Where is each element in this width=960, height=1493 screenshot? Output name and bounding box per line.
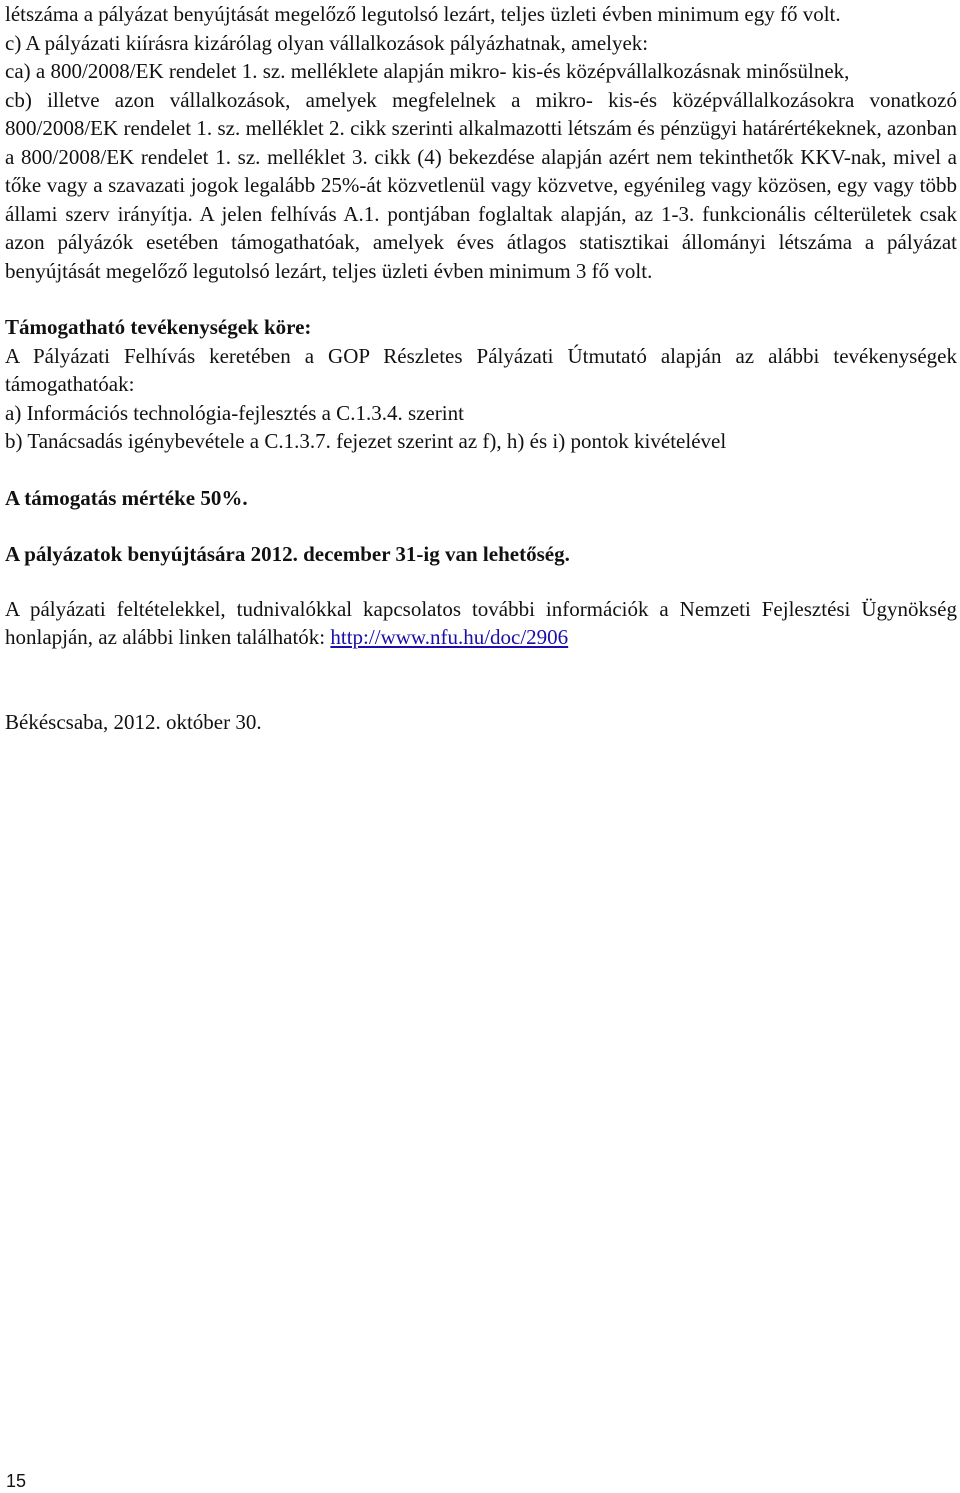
page-number: 15: [6, 1471, 27, 1491]
document-page: [5, 0, 957, 736]
nfu-link[interactable]: http://www.nfu.hu/doc/2906: [330, 625, 569, 649]
more-info-paragraph: [5, 595, 957, 652]
place-date-signature: Békéscsaba, 2012. október 30.: [5, 709, 262, 734]
activities-intro: A Pályázati Felhívás keretében a GOP Részletes Pályázati Útmutató alapján az alábbi tevékenységek támogathatóak:: [5, 343, 957, 396]
support-rate: A támogatás mértéke 50%.: [5, 485, 248, 510]
intro-paragraph-4: cb) illetve azon vállalkozások, amelyek megfelelnek a mikro- kis-és középvállalkozásokra vonatkozó 800/2008/EK rendelet 1. sz. melléklet 2. cikk szerinti alkalmazotti létszám és pénzügyi határértékeknek, azonban a 800/2008/EK rendelet 1. sz. melléklet 3. cikk (4) bekezdése alapján azért nem tekinthetők KKV-nak, mivel a tőke vagy a szavazati jogok legalább 25%-át közvetlenül vagy közvetve, egyénileg vagy közösen, egy vagy több állami szerv irányítja. A jelen felhívás A.1. pontjában foglaltak alapján, az 1-3. funkcionális célterületek csak azon pályázók esetében támogathatóak, amelyek éves átlagos statisztikai állományi létszáma a pályázat benyújtását megelőző legutolsó lezárt, teljes üzleti évben minimum 3 fő volt.: [5, 87, 957, 283]
activities-heading: Támogatható tevékenységek köre:: [5, 315, 312, 339]
intro-paragraph-2: c) A pályázati kiírásra kizárólag olyan vállalkozások pályázhatnak, amelyek:: [5, 30, 649, 55]
more-info-text: A pályázati feltételekkel, tudnivalókkal kapcsolatos további információk a Nemzeti Fejlesztési Ügynökség honlapján, az alábbi linken találhatók:: [5, 596, 957, 649]
activity-item-a: a) Információs technológia-fejlesztés a C.1.3.4. szerint: [5, 400, 464, 425]
activity-item-b: b) Tanácsadás igénybevétele a C.1.3.7. fejezet szerint az f), h) és i) pontok kivételével: [5, 429, 727, 453]
deadline: A pályázatok benyújtására 2012. december 31-ig van lehetőség.: [5, 542, 570, 566]
intro-paragraph-3: ca) a 800/2008/EK rendelet 1. sz. melléklete alapján mikro- kis-és középvállalkozásnak minősülnek,: [5, 59, 850, 83]
intro-paragraph-1: létszáma a pályázat benyújtását megelőző legutolsó lezárt, teljes üzleti évben minimum egy fő volt.: [5, 2, 841, 26]
